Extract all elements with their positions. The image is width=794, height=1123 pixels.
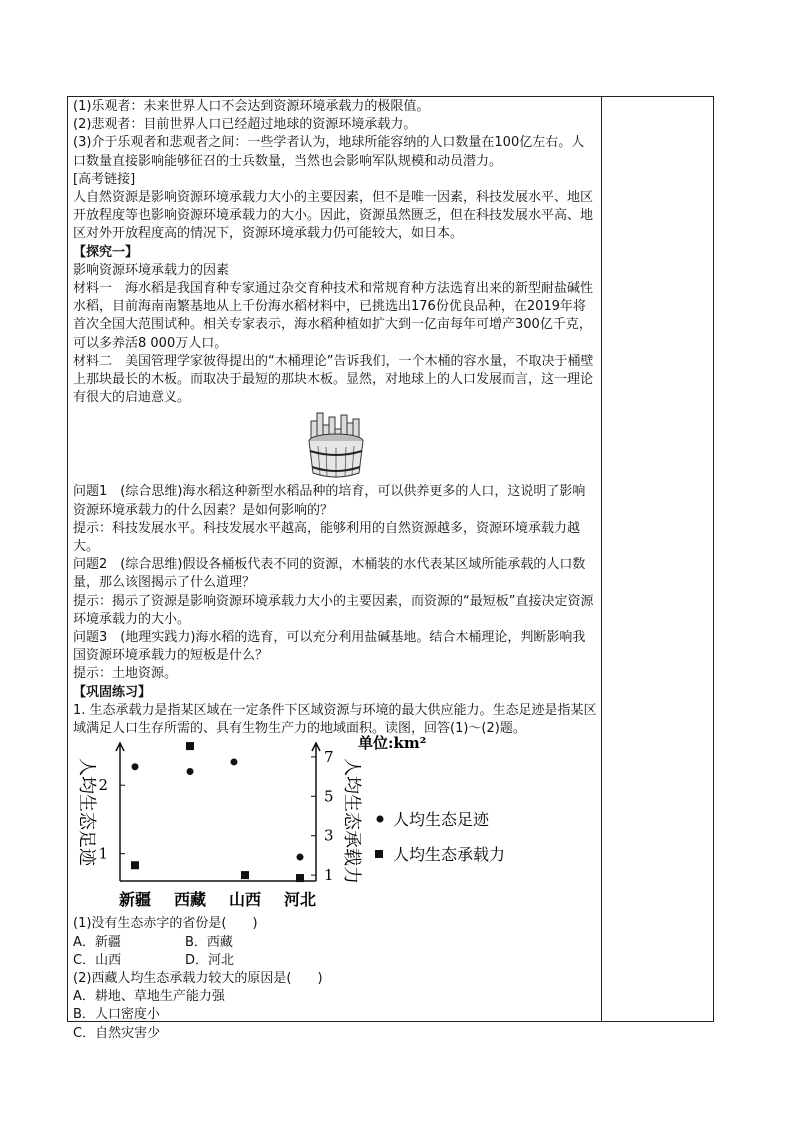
- right-tick-label: 5: [324, 787, 334, 806]
- wooden-bucket-image: [305, 411, 367, 479]
- option-c: C．山西: [73, 952, 122, 968]
- question-1-answer: 提示：科技发展水平。科技发展水平越高，能够利用的自然资源越多，资源环境承载力越大。: [73, 520, 581, 555]
- left-axis-label: 人均生态足迹: [76, 758, 97, 866]
- option-a: A．新疆: [73, 934, 121, 950]
- x-category-label: 西藏: [173, 890, 207, 908]
- capacity-point: [186, 742, 194, 750]
- question-3-text: 问题3 (地理实践力)海水稻的选育，可以充分利用盐碱基地。结合木桶理论，判断影响我国资源环境承载力的短板是什么？: [73, 630, 586, 664]
- option-d: D．河北: [185, 952, 235, 968]
- practice-q1: (1)没有生态赤字的省份是( ): [73, 916, 258, 932]
- chart-marks: [131, 742, 304, 882]
- capacity-point: [241, 871, 249, 879]
- view-middle: (3)介于乐观者和悲观者之间：一些学者认为，地球所能容纳的人口数量在100亿左右。人口数量直接影响能够征召的士兵数量，当然也会影响军队规模和动员潜力。: [73, 135, 585, 169]
- column-divider: [601, 96, 602, 1022]
- right-tick-label: 1: [324, 866, 334, 885]
- view-pessimist: (2)悲观者：目前世界人口已经超过地球的资源环境承载力。: [73, 117, 417, 133]
- explore-topic: 影响资源环境承载力的因素: [73, 262, 230, 278]
- capacity-point: [131, 861, 139, 869]
- footprint-point: [132, 763, 139, 770]
- practice-q2: (2)西藏人均生态承载力较大的原因是( ): [73, 970, 323, 986]
- view-optimist: (1)乐观者：未来世界人口不会达到资源环境承载力的极限值。: [73, 99, 430, 114]
- q2-option-b: B．人口密度小: [73, 1007, 160, 1023]
- practice-heading: 【巩固练习】: [73, 684, 152, 700]
- legend-footprint-label: 人均生态足迹: [393, 810, 490, 829]
- x-category-label: 山西: [228, 890, 262, 908]
- left-tick-label: 2: [98, 776, 108, 795]
- legend-capacity-label: 人均生态承载力: [393, 845, 506, 864]
- question-3-answer: 提示：土地资源。: [73, 666, 178, 682]
- q2-option-a: A．耕地、草地生产能力强: [73, 989, 225, 1005]
- question-2: [73, 556, 597, 629]
- ecology-chart: [73, 733, 513, 908]
- question-1: [73, 483, 597, 556]
- x-category-label: 河北: [283, 890, 317, 908]
- footprint-point: [231, 758, 238, 765]
- question-1-text: 问题1 (综合思维)海水稻这种新型水稻品种的培育，可以供养更多的人口，这说明了影响资源环境承载力的什么因素？是如何影响的？: [73, 484, 586, 518]
- option-b: B．西藏: [185, 934, 233, 950]
- practice-q1-options-row2: [73, 952, 597, 970]
- left-tick-label: 1: [98, 844, 108, 863]
- material-1: 材料一 海水稻是我国育种专家通过杂交育种技术和常规育种方法选育出来的新型耐盐碱性水稻，目前海南南繁基地从上千份海水稻材料中，已挑选出176份优良品种，在2019年将首次全国大范围试种。相关专家表示，海水稻种植如扩大到一亿亩每年可增产300亿千克，可以多养活8 000万人口。: [73, 281, 594, 351]
- capacity-point: [296, 874, 304, 882]
- exam-link-text: 人自然资源是影响资源环境承载力大小的主要因素，但不是唯一因素，科技发展水平、地区开放程度等也影响资源环境承载力的大小。因此，资源虽然匮乏，但在科技发展水平高、地区对外开放程度高的情况下，资源环境承载力仍可能较大，如日本。: [73, 190, 594, 242]
- q2-option-c: C．自然灾害少: [73, 1025, 161, 1041]
- exam-link-label: [高考链接]: [73, 171, 136, 187]
- chart-unit-label: 单位:km²: [358, 734, 427, 752]
- question-3: [73, 629, 597, 684]
- material-2: 材料二 美国管理学家彼得提出的“木桶理论”告诉我们，一个木桶的容水量，不取决于桶壁上那块最长的木板。而取决于最短的那块木板。显然，对地球上的人口发展而言，这一理论有很大的启迪意义。: [73, 353, 594, 406]
- practice-q1-options-row1: [73, 934, 597, 952]
- footprint-point: [187, 768, 194, 775]
- legend-circle-marker: [377, 816, 384, 823]
- chart-legend: [375, 810, 505, 864]
- right-tick-label: 7: [324, 747, 334, 766]
- practice-intro: 1. 生态承载力是指某区域在一定条件下区域资源与环境的最大供应能力。生态足迹是指某区域满足人口生存所需的、具有生物生产力的地域面积。读图，回答(1)～(2)题。: [73, 702, 597, 737]
- x-category-label: 新疆: [118, 890, 152, 908]
- right-axis-label: 人均生态承载力: [341, 758, 362, 884]
- right-tick-label: 3: [324, 826, 334, 845]
- legend-square-marker: [375, 850, 383, 858]
- footprint-point: [297, 854, 304, 861]
- question-2-text: 问题2 (综合思维)假设各桶板代表不同的资源，木桶装的水代表某区域所能承载的人口数量，那么该图揭示了什么道理？: [73, 557, 586, 591]
- question-2-answer: 提示：揭示了资源是影响资源环境承载力大小的主要因素，而资源的“最短板”直接决定资源环境承载力的大小。: [73, 593, 594, 627]
- explore-heading: 【探究一】: [73, 244, 139, 260]
